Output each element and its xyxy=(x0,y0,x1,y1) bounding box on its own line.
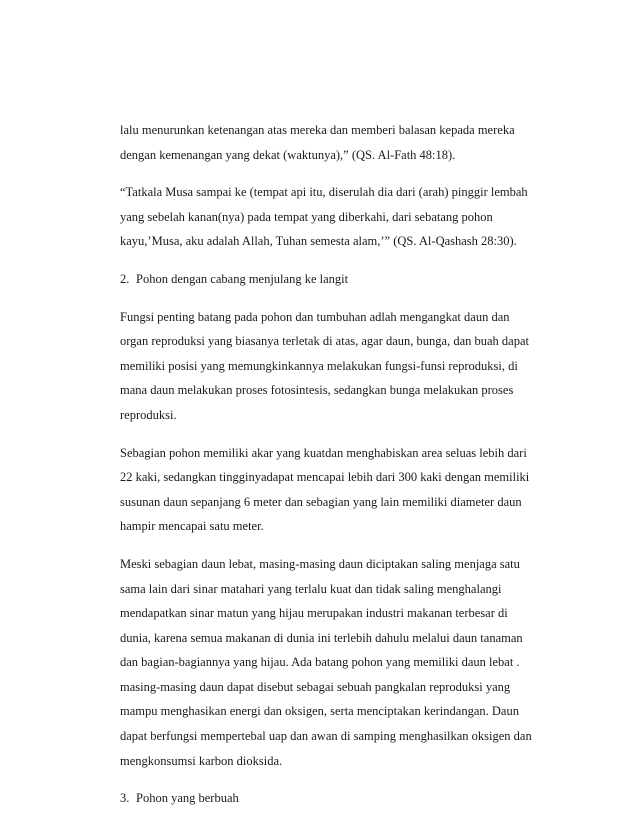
text-line: Sebagian pohon memiliki akar yang kuatdan menghabiskan area seluas lebih dari xyxy=(120,445,527,460)
paragraph-stem-function xyxy=(120,305,530,428)
text-line: dan bagian-bagiannya yang hijau. Ada batang pohon yang memiliki daun lebat . xyxy=(120,655,520,670)
text-line: masing-masing daun dapat disebut sebagai sebuah pangkalan reproduksi yang xyxy=(120,679,511,694)
text-line: Meski sebagian daun lebat, masing-masing daun diciptakan saling menjaga satu xyxy=(120,556,520,571)
text-line: “Tatkala Musa sampai ke (tempat api itu, diserulah dia dari (arah) pinggir lembah xyxy=(120,185,528,200)
text-line: yang sebelah kanan(nya) pada tempat yang diberkahi, dari sebatang pohon xyxy=(120,209,493,224)
text-line: dunia, karena semua makanan di dunia ini terlebih dahulu melalui daun tanaman xyxy=(120,630,523,645)
paragraph-tree-size xyxy=(120,441,530,539)
paragraph-leaves xyxy=(120,552,530,773)
text-line: mana daun melakukan proses fotosintesis, sedangkan bunga melakukan proses xyxy=(120,383,514,398)
text-line: mampu menghasikan energi dan oksigen, serta menciptakan kerindangan. Daun xyxy=(120,704,519,719)
text-line: memiliki posisi yang memungkinkannya melakukan fungsi-funsi reproduksi, di xyxy=(120,358,518,373)
quote-al-fath xyxy=(120,118,530,167)
section-heading-2 xyxy=(120,267,530,292)
text-line: lalu menurunkan ketenangan atas mereka dan memberi balasan kepada mereka xyxy=(120,123,515,137)
text-line: hampir mencapai satu meter. xyxy=(120,519,264,534)
document-body xyxy=(120,118,530,824)
text-line: dapat berfungsi mempertebal uap dan awan di samping menghasilkan oksigen dan xyxy=(120,729,532,744)
text-line: 22 kaki, sedangkan tingginyadapat mencapai lebih dari 300 kaki dengan memiliki xyxy=(120,470,530,485)
text-line: sama lain dari sinar matahari yang terlalu kuat dan tidak saling menghalangi xyxy=(120,581,502,596)
quote-al-qashash xyxy=(120,180,530,254)
text-line: mendapatkan sinar matun yang hijau merupakan industri makanan terbesar di xyxy=(120,606,508,621)
text-line: kayu,’Musa, aku adalah Allah, Tuhan semesta alam,’” (QS. Al-Qashash 28:30). xyxy=(120,234,517,249)
text-line: reproduksi. xyxy=(120,407,177,422)
section-title: Pohon yang berbuah xyxy=(136,791,239,806)
section-number: 2. xyxy=(120,271,130,286)
text-line: susunan daun sepanjang 6 meter dan sebagian yang lain memiliki diameter daun xyxy=(120,494,522,509)
section-title: Pohon dengan cabang menjulang ke langit xyxy=(136,271,349,286)
text-line: organ reproduksi yang biasanya terletak di atas, agar daun, bunga, dan buah dapat xyxy=(120,334,530,349)
text-line: mengkonsumsi karbon dioksida. xyxy=(120,753,283,768)
text-line: dengan kemenangan yang dekat (waktunya),” (QS. Al-Fath 48:18). xyxy=(120,147,456,162)
text-line: Fungsi penting batang pada pohon dan tumbuhan adlah mengangkat daun dan xyxy=(120,309,510,324)
section-number: 3. xyxy=(120,791,130,806)
section-heading-3 xyxy=(120,786,530,811)
